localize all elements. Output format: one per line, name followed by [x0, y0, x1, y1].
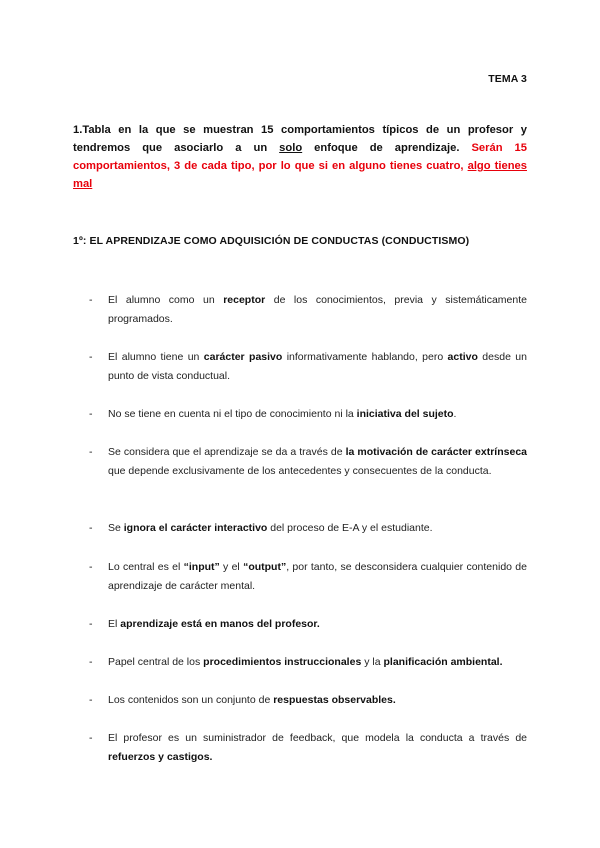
bold-text: aprendizaje está en manos del profesor. — [120, 618, 320, 630]
list-item-text — [108, 443, 527, 481]
list-item-text — [108, 405, 527, 424]
text-segment: y la — [361, 656, 384, 668]
warning-underlined-text: algo tienes mal — [73, 160, 527, 190]
text-segment: No se tiene en cuenta ni el tipo de conocimiento ni la — [108, 408, 357, 420]
instructions-underlined-word: solo — [279, 142, 303, 154]
list-item-text — [108, 558, 527, 596]
text-segment: desde un punto de vista conductual. — [108, 351, 527, 382]
text-segment: informativamente hablando, pero — [282, 351, 448, 363]
list-dash: - — [89, 522, 93, 534]
warning-text: Serán 15 comportamientos, 3 de cada tipo, por lo que si en alguno tienes cuatro, — [73, 142, 528, 172]
list-dash: - — [89, 294, 93, 306]
list-dash: - — [89, 446, 93, 458]
text-segment: Papel central de los — [108, 656, 204, 668]
list-dash: - — [89, 561, 93, 573]
list-item-text — [108, 615, 527, 634]
text-segment: El — [108, 618, 121, 630]
list-dash: - — [89, 694, 93, 706]
text-segment: Los contenidos son un conjunto de — [108, 694, 274, 706]
instructions-paragraph — [73, 121, 527, 193]
text-segment: que depende exclusivamente de los antecedentes y consecuentes de la conducta. — [108, 465, 492, 477]
bold-text: activo — [447, 351, 478, 363]
instructions-text: 1.Tabla en la que se muestran 15 comportamientos típicos de un profesor y tendremos que asociarlo a un — [73, 124, 527, 154]
text-segment: , por tanto, se desconsidera cualquier contenido de aprendizaje de carácter mental. — [108, 561, 527, 592]
text-segment: y el — [219, 561, 244, 573]
bold-text: carácter pasivo — [203, 351, 283, 363]
text-segment: de los conocimientos, previa y sistemáticamente programados. — [108, 294, 527, 325]
bold-text: planificación ambiental. — [383, 656, 503, 668]
list-dash: - — [89, 618, 93, 630]
list-dash: - — [89, 408, 93, 420]
bold-text: refuerzos y castigos. — [108, 751, 213, 763]
topic-heading: TEMA 3 — [488, 73, 527, 85]
list-item-text — [108, 691, 527, 710]
text-segment: El alumno como un — [108, 294, 224, 306]
text-segment: El profesor es un suministrador de feedback, que modela la conducta a través de — [108, 732, 527, 744]
list-item-text — [108, 653, 527, 672]
list-dash: - — [89, 732, 93, 744]
text-segment: . — [453, 408, 457, 420]
bold-text: ignora el carácter interactivo — [123, 522, 268, 534]
section-title: 1º: EL APRENDIZAJE COMO ADQUISICIÓN DE CONDUCTAS (CONDUCTISMO) — [73, 235, 470, 247]
list-item-text — [108, 519, 527, 538]
text-segment: Lo central es el — [108, 561, 184, 573]
bold-text: procedimientos instruccionales — [203, 656, 362, 668]
bold-text: iniciativa del sujeto — [356, 408, 454, 420]
bold-text: la motivación de carácter extrínseca — [345, 446, 527, 458]
instructions-text-cont: enfoque de aprendizaje. — [302, 142, 472, 154]
bold-text: “output” — [243, 561, 287, 573]
bold-text: “input” — [183, 561, 220, 573]
list-dash: - — [89, 351, 93, 363]
text-segment: Se considera que el aprendizaje se da a través de — [108, 446, 346, 458]
bold-text: respuestas observables. — [273, 694, 396, 706]
list-dash: - — [89, 656, 93, 668]
list-item-text — [108, 348, 527, 386]
bold-text: receptor — [223, 294, 266, 306]
list-item-text — [108, 729, 527, 767]
text-segment: del proceso de E-A y el estudiante. — [267, 522, 433, 534]
text-segment: El alumno tiene un — [108, 351, 204, 363]
list-item-text — [108, 291, 527, 329]
text-segment: Se — [108, 522, 124, 534]
